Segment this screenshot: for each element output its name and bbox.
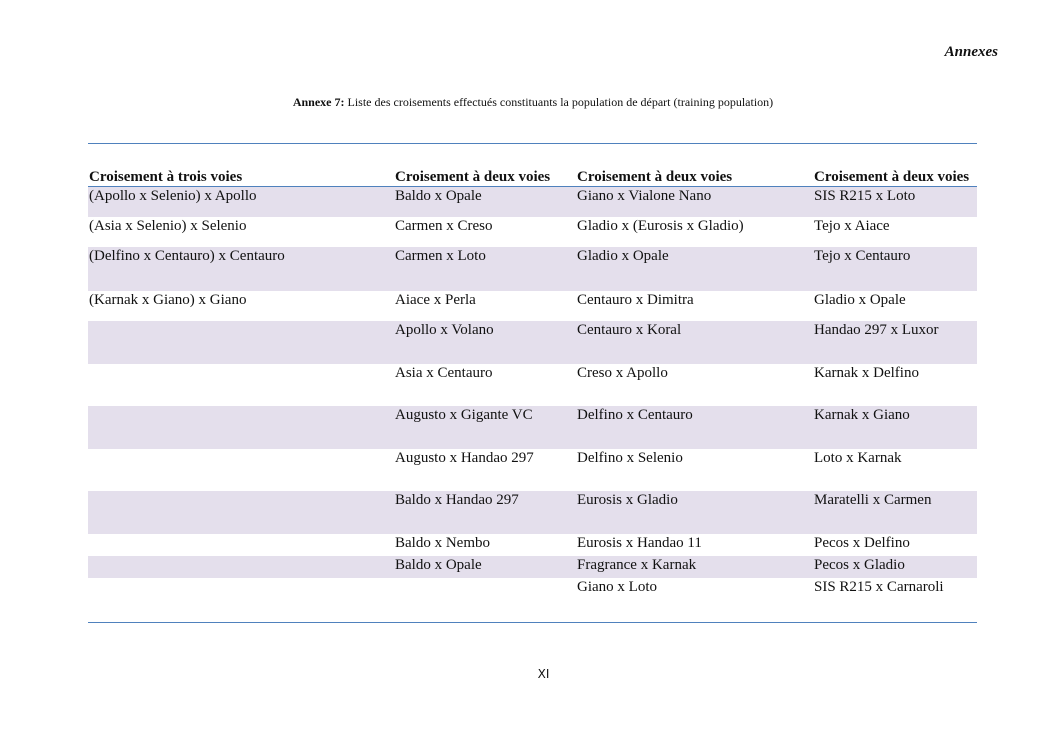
table-cell: SIS R215 x Loto: [814, 188, 916, 204]
table-cell: Carmen x Creso: [395, 218, 493, 234]
caption-label: Annexe 7:: [292, 95, 345, 109]
table-cell: Giano x Loto: [577, 579, 657, 595]
table-cell: Baldo x Opale: [395, 188, 482, 204]
table-caption: [0, 95, 1053, 110]
column-header: Croisement à deux voies: [395, 169, 551, 185]
table-row: [88, 491, 977, 534]
table-cell: Aiace x Perla: [395, 292, 476, 308]
table-cell: Karnak x Giano: [814, 407, 910, 423]
table-row: [88, 534, 977, 556]
column-header: Croisement à deux voies: [577, 169, 733, 185]
crossings-table: [88, 168, 977, 600]
table-cell: Baldo x Handao 297: [395, 492, 519, 508]
running-head: Annexes: [944, 44, 998, 60]
table-cell: Delfino x Centauro: [577, 407, 693, 423]
caption-text: Liste des croisements effectués constituants la population de départ (training population): [344, 95, 774, 109]
table-cell: Pecos x Gladio: [814, 557, 905, 573]
table-row: [88, 406, 977, 449]
table-cell: Tejo x Aiace: [814, 218, 890, 234]
table-cell: Gladio x (Eurosis x Gladio): [577, 218, 744, 234]
table-cell: Centauro x Dimitra: [577, 292, 694, 308]
column-header: Croisement à trois voies: [89, 169, 243, 185]
table-cell: Delfino x Selenio: [577, 450, 683, 466]
table-cell: Augusto x Handao 297: [395, 450, 534, 466]
table-cell: (Asia x Selenio) x Selenio: [89, 218, 247, 234]
table-cell: Loto x Karnak: [814, 450, 902, 466]
table-row: [88, 449, 977, 491]
table-row: [88, 321, 977, 364]
table-row: [88, 556, 977, 578]
table-row: [88, 291, 977, 321]
table-cell: Gladio x Opale: [577, 248, 669, 264]
table-row: [88, 364, 977, 406]
table-cell: Pecos x Delfino: [814, 535, 910, 551]
table-cell: Centauro x Koral: [577, 322, 682, 338]
table-cell: SIS R215 x Carnaroli: [814, 579, 944, 595]
table-cell: Baldo x Opale: [395, 557, 482, 573]
table-cell: Apollo x Volano: [395, 322, 494, 338]
table-row: [88, 578, 977, 600]
table-row: [88, 187, 977, 217]
table-cell: (Delfino x Centauro) x Centauro: [89, 248, 285, 264]
table-cell: Augusto x Gigante VC: [395, 407, 533, 423]
table-bottom-rule: [88, 622, 977, 623]
table-row: [88, 217, 977, 247]
table-cell: Giano x Vialone Nano: [577, 188, 712, 204]
table-row: [88, 247, 977, 291]
table-cell: Asia x Centauro: [395, 365, 493, 381]
table-cell: Baldo x Nembo: [395, 535, 490, 551]
table-cell: Tejo x Centauro: [814, 248, 911, 264]
table-cell: Eurosis x Handao 11: [577, 535, 702, 551]
table-header-row: [88, 168, 977, 187]
table-cell: Creso x Apollo: [577, 365, 668, 381]
table-cell: Maratelli x Carmen: [814, 492, 932, 508]
table-cell: Karnak x Delfino: [814, 365, 919, 381]
table-cell: Carmen x Loto: [395, 248, 486, 264]
table-cell: (Apollo x Selenio) x Apollo: [89, 188, 257, 204]
table-cell: Fragrance x Karnak: [577, 557, 697, 573]
table-cell: Handao 297 x Luxor: [814, 322, 939, 338]
table-cell: (Karnak x Giano) x Giano: [89, 292, 247, 308]
table-cell: Eurosis x Gladio: [577, 492, 678, 508]
page-number: XI: [537, 667, 550, 681]
table-top-rule: [88, 143, 977, 144]
table-cell: Gladio x Opale: [814, 292, 906, 308]
column-header: Croisement à deux voies: [814, 169, 970, 185]
